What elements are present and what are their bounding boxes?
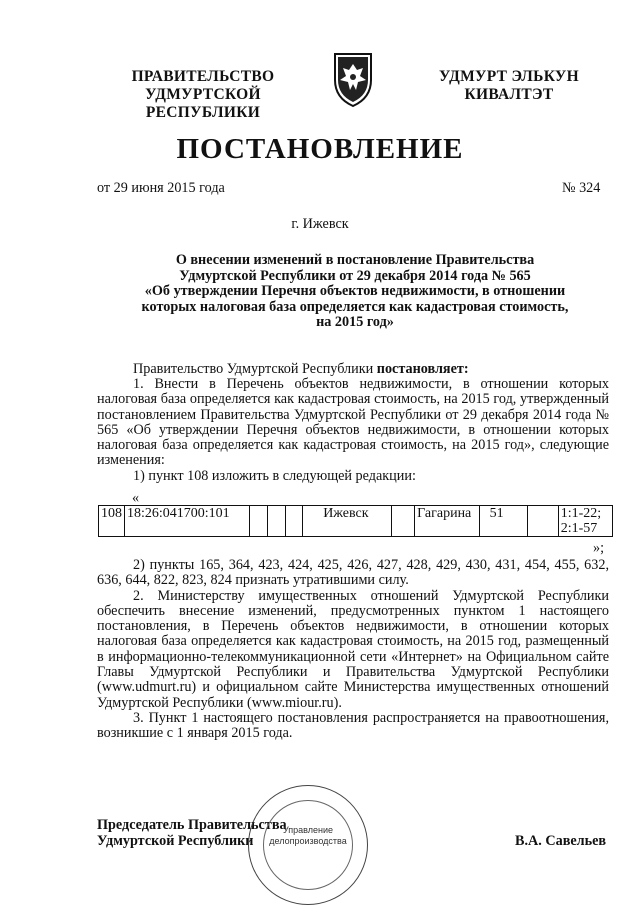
stamp-line-2: делопроизводства [269,836,347,846]
office-stamp [248,785,368,905]
heading-line-3: «Об утверждении Перечня объектов недвижимости, в отношении [144,283,566,299]
document-number: № 324 [562,180,601,196]
stamp-text [249,825,367,847]
intro-decree-word: постановляет: [376,361,469,377]
object-table [98,505,613,537]
signatory-title-line1: Председатель Правительства [97,817,287,833]
document-heading [97,253,613,331]
cell-empty [528,506,558,537]
opening-quote: « [132,490,140,506]
header-right-line2: КИВАЛТЭТ [464,86,554,103]
premises-line-1: 1:1-22; [560,506,602,521]
header-right [414,68,604,104]
cell-street: Гагарина [415,506,479,537]
paragraph-2-text: 2) пункты 165, 364, 423, 424, 425, 426, 427, 428, 429, 430, 431, 454, 455, 632, 636, 644, 822, 823, 824 признать утратившими силу. [97,557,609,589]
document-date: от 29 июня 2015 года [97,180,225,196]
signatory-name: В.А. Савельев [515,833,607,849]
signatory-title-line2: Удмуртской Республики [97,833,254,849]
paragraph-3-text: 2. Министерству имущественных отношений Удмуртской Республики обеспечить внесение изменений, предусмотренных пунктом 1 настоящего постановления, в Перечень объектов недвижимости, в отношении которых налоговая база определяется как кадастровая стоимость, на 2015 год, размещенный в информационно-телекоммуникационной сети «Интернет» на Официальном сайте Главы Удмуртской Республики и Правительства Удмуртской Республики (www.udmurt.ru) и официальном сайте Министерства имущественных отношений Удмуртской Республики (www.miour.ru). [97,587,609,711]
cell-empty [285,506,303,537]
cell-empty [392,506,415,537]
paragraph-1 [97,377,609,484]
header-left-line1: ПРАВИТЕЛЬСТВО [131,68,275,85]
header-right-line1: УДМУРТ ЭЛЬКУН [439,68,579,85]
header-left [88,68,318,122]
cell-empty [250,506,268,537]
coat-of-arms-icon [332,50,374,108]
closing-quote: »; [593,540,605,556]
paragraph-2 [97,558,609,742]
paragraph-1-text: 1. Внести в Перечень объектов недвижимости, в отношении которых налоговая база определяется как кадастровая стоимость, на 2015 год, утвержденный постановлением Правительства Удмуртской Республики от 29 декабря 2014 года № 565 «Об утверждении Перечня объектов недвижимости, в отношении которых налоговая база определяется как кадастровая стоимость, на 2015 год», следующие изменения: [97,376,609,469]
paragraph-4-text: 3. Пункт 1 настоящего постановления распространяется на правоотношения, возникшие с 1 января 2015 года. [97,709,609,742]
document-city: г. Ижевск [291,216,349,232]
stamp-line-1: Управление [282,825,334,835]
heading-line-2: Удмуртской Республики от 29 декабря 2014 года № 565 [179,267,531,284]
table-row [99,506,613,537]
document-type-title: ПОСТАНОВЛЕНИЕ [176,133,464,165]
heading-line-1: О внесении изменений в постановление Правительства [175,252,535,268]
cell-premises [558,506,612,537]
premises-line-2: 2:1-57 [560,521,598,536]
body-intro [97,362,609,377]
cell-number: 108 [99,506,125,537]
paragraph-1-sub: 1) пункт 108 изложить в следующей редакции: [133,467,416,484]
heading-line-5: на 2015 год» [316,314,394,330]
cell-empty [267,506,285,537]
header-left-line2: УДМУРТСКОЙ РЕСПУБЛИКИ [145,86,261,121]
cell-city: Ижевск [303,506,392,537]
cell-house: 51 [479,506,528,537]
cell-cadastral-number: 18:26:041700:101 [125,506,250,537]
intro-text: Правительство Удмуртской Республики [133,361,377,377]
heading-line-4: которых налоговая база определяется как кадастровая стоимость, [141,298,569,315]
